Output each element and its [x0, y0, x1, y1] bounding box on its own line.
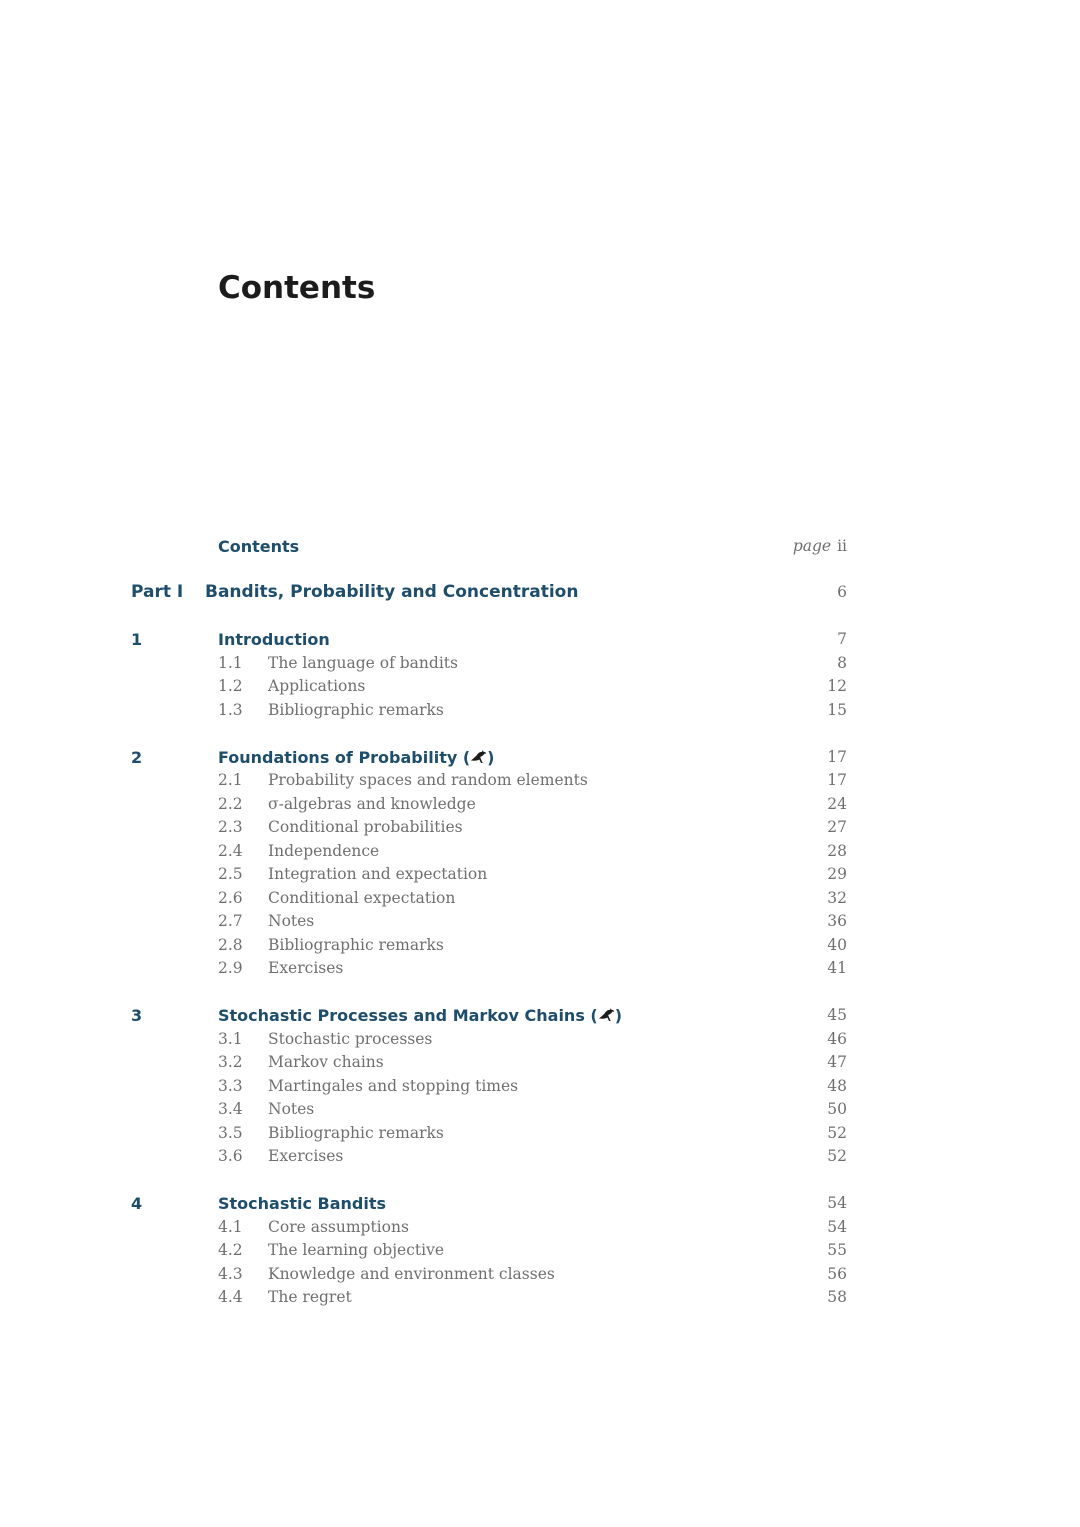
toc-section[interactable] [0, 863, 1080, 886]
section-number[interactable]: 3.6 [218, 1147, 243, 1165]
section-title[interactable]: Notes [268, 912, 315, 930]
section-title[interactable]: Knowledge and environment classes [268, 1264, 555, 1283]
toc-section[interactable] [0, 699, 1080, 722]
section-number[interactable]: 2.4 [218, 841, 243, 860]
section-page: 28 [827, 841, 847, 860]
toc-section[interactable] [0, 769, 1080, 792]
section-number[interactable]: 2.7 [218, 912, 243, 930]
toc-section[interactable] [0, 1286, 1080, 1309]
chapter-title-text: Foundations of Probability [218, 747, 458, 767]
section-number[interactable]: 4.4 [218, 1288, 243, 1306]
toc-section[interactable] [0, 1216, 1080, 1239]
toc-section[interactable] [0, 887, 1080, 910]
section-number[interactable]: 2.2 [218, 794, 243, 813]
paren-open: ( [584, 1006, 598, 1025]
section-page: 27 [827, 818, 847, 836]
kangaroo-icon [470, 747, 487, 761]
section-title[interactable]: Bibliographic remarks [268, 700, 444, 719]
section-page: 48 [827, 1076, 847, 1095]
section-page: 46 [827, 1029, 847, 1048]
chapter-title[interactable] [218, 628, 330, 651]
section-title[interactable]: Exercises [268, 1147, 344, 1165]
section-page: 52 [827, 1123, 847, 1142]
section-page: 50 [827, 1100, 847, 1118]
section-page: 56 [827, 1264, 847, 1283]
toc-section[interactable] [0, 793, 1080, 816]
chapter-page: 7 [837, 630, 847, 648]
section-number[interactable]: 4.3 [218, 1264, 243, 1283]
section-page: 15 [827, 700, 847, 719]
chapter-number[interactable]: 3 [131, 1006, 143, 1025]
toc-front-contents[interactable] [0, 535, 1080, 558]
section-number[interactable]: 4.1 [218, 1217, 243, 1236]
toc-section[interactable] [0, 816, 1080, 839]
section-title[interactable]: Martingales and stopping times [268, 1076, 519, 1095]
toc-section[interactable] [0, 1098, 1080, 1121]
toc-section[interactable] [0, 934, 1080, 957]
chapter-page: 45 [827, 1006, 847, 1024]
section-number[interactable]: 4.2 [218, 1241, 243, 1259]
toc-section[interactable] [0, 910, 1080, 933]
part-label[interactable]: Part I [131, 582, 184, 602]
section-title[interactable]: Stochastic processes [268, 1029, 433, 1048]
section-page: 40 [827, 935, 847, 954]
section-title[interactable]: Bibliographic remarks [268, 935, 444, 954]
toc-section[interactable] [0, 652, 1080, 675]
chapter-title[interactable] [218, 1192, 386, 1215]
toc-chapter[interactable] [0, 628, 1080, 651]
chapter-title[interactable] [218, 1004, 622, 1027]
section-page: 54 [827, 1217, 847, 1236]
toc-section[interactable] [0, 1263, 1080, 1286]
section-number[interactable]: 1.1 [218, 653, 243, 672]
toc-section[interactable] [0, 1075, 1080, 1098]
toc-front-page [793, 535, 847, 558]
toc-chapter[interactable] [0, 1192, 1080, 1215]
section-page: 29 [827, 865, 847, 883]
chapter-title-text: Introduction [218, 630, 330, 649]
toc-section[interactable] [0, 1051, 1080, 1074]
paren-close: ) [487, 747, 495, 767]
section-title[interactable]: σ-algebras and knowledge [268, 794, 476, 813]
chapter-number[interactable]: 1 [131, 630, 143, 649]
part-title[interactable]: Bandits, Probability and Concentration [205, 582, 579, 602]
page-title: Contents [218, 270, 376, 306]
section-title[interactable]: Conditional probabilities [268, 818, 463, 836]
section-title[interactable]: Applications [268, 677, 366, 695]
section-page: 41 [827, 959, 847, 977]
section-number[interactable]: 3.5 [218, 1123, 243, 1142]
section-number[interactable]: 1.3 [218, 700, 243, 719]
paren-close: ) [614, 1006, 623, 1025]
toc-chapter[interactable] [0, 1004, 1080, 1027]
section-page: 52 [827, 1147, 847, 1165]
section-number[interactable]: 3.4 [218, 1100, 243, 1118]
section-title[interactable]: Probability spaces and random elements [268, 771, 588, 789]
toc-section[interactable] [0, 840, 1080, 863]
kangaroo-icon [598, 1005, 615, 1019]
section-title[interactable]: Integration and expectation [268, 865, 488, 883]
chapter-page: 54 [827, 1194, 847, 1212]
paren-open: ( [457, 747, 471, 767]
toc-part[interactable] [0, 581, 1080, 604]
section-title[interactable]: The regret [268, 1288, 352, 1306]
toc-section[interactable] [0, 675, 1080, 698]
section-page: 8 [837, 653, 847, 672]
section-title[interactable]: Exercises [268, 959, 344, 977]
toc-section[interactable] [0, 1122, 1080, 1145]
page-number: ii [837, 537, 847, 555]
section-page: 36 [827, 912, 847, 930]
section-title[interactable]: Markov chains [268, 1053, 384, 1071]
chapter-title-text: Stochastic Processes and Markov Chains [218, 1006, 585, 1025]
section-title[interactable]: The learning objective [268, 1241, 445, 1259]
section-number[interactable]: 2.3 [218, 818, 243, 836]
toc-section[interactable] [0, 1028, 1080, 1051]
toc-section[interactable] [0, 1145, 1080, 1168]
chapter-title[interactable] [218, 746, 494, 769]
section-title[interactable]: Core assumptions [268, 1217, 409, 1236]
section-title[interactable]: Notes [268, 1100, 315, 1118]
section-title[interactable]: Conditional expectation [268, 888, 456, 907]
section-number[interactable]: 3.1 [218, 1029, 243, 1048]
chapter-page: 17 [827, 747, 847, 766]
section-page: 47 [827, 1053, 847, 1071]
section-number[interactable]: 2.1 [218, 771, 243, 789]
section-title[interactable]: Independence [268, 841, 380, 860]
section-title[interactable]: The language of bandits [268, 653, 458, 672]
chapter-number[interactable]: 2 [131, 747, 143, 767]
section-page: 58 [827, 1288, 847, 1306]
section-number[interactable]: 2.5 [218, 865, 243, 883]
section-number[interactable]: 2.9 [218, 959, 243, 977]
section-number[interactable]: 2.8 [218, 935, 243, 954]
section-number[interactable]: 1.2 [218, 677, 243, 695]
section-number[interactable]: 3.2 [218, 1053, 243, 1071]
section-page: 55 [827, 1241, 847, 1259]
section-number[interactable]: 3.3 [218, 1076, 243, 1095]
chapter-title-text: Stochastic Bandits [218, 1194, 387, 1213]
section-page: 12 [827, 677, 847, 695]
toc-section[interactable] [0, 957, 1080, 980]
section-page: 24 [827, 794, 847, 813]
toc-chapter[interactable] [0, 746, 1080, 769]
section-page: 32 [827, 888, 847, 907]
section-number[interactable]: 2.6 [218, 888, 243, 907]
section-page: 17 [827, 771, 847, 789]
chapter-number[interactable]: 4 [131, 1194, 143, 1213]
toc-section[interactable] [0, 1239, 1080, 1262]
toc-front-title[interactable]: Contents [218, 537, 300, 556]
page-prefix: page [792, 537, 832, 555]
part-page: 6 [837, 583, 847, 601]
section-title[interactable]: Bibliographic remarks [268, 1123, 444, 1142]
